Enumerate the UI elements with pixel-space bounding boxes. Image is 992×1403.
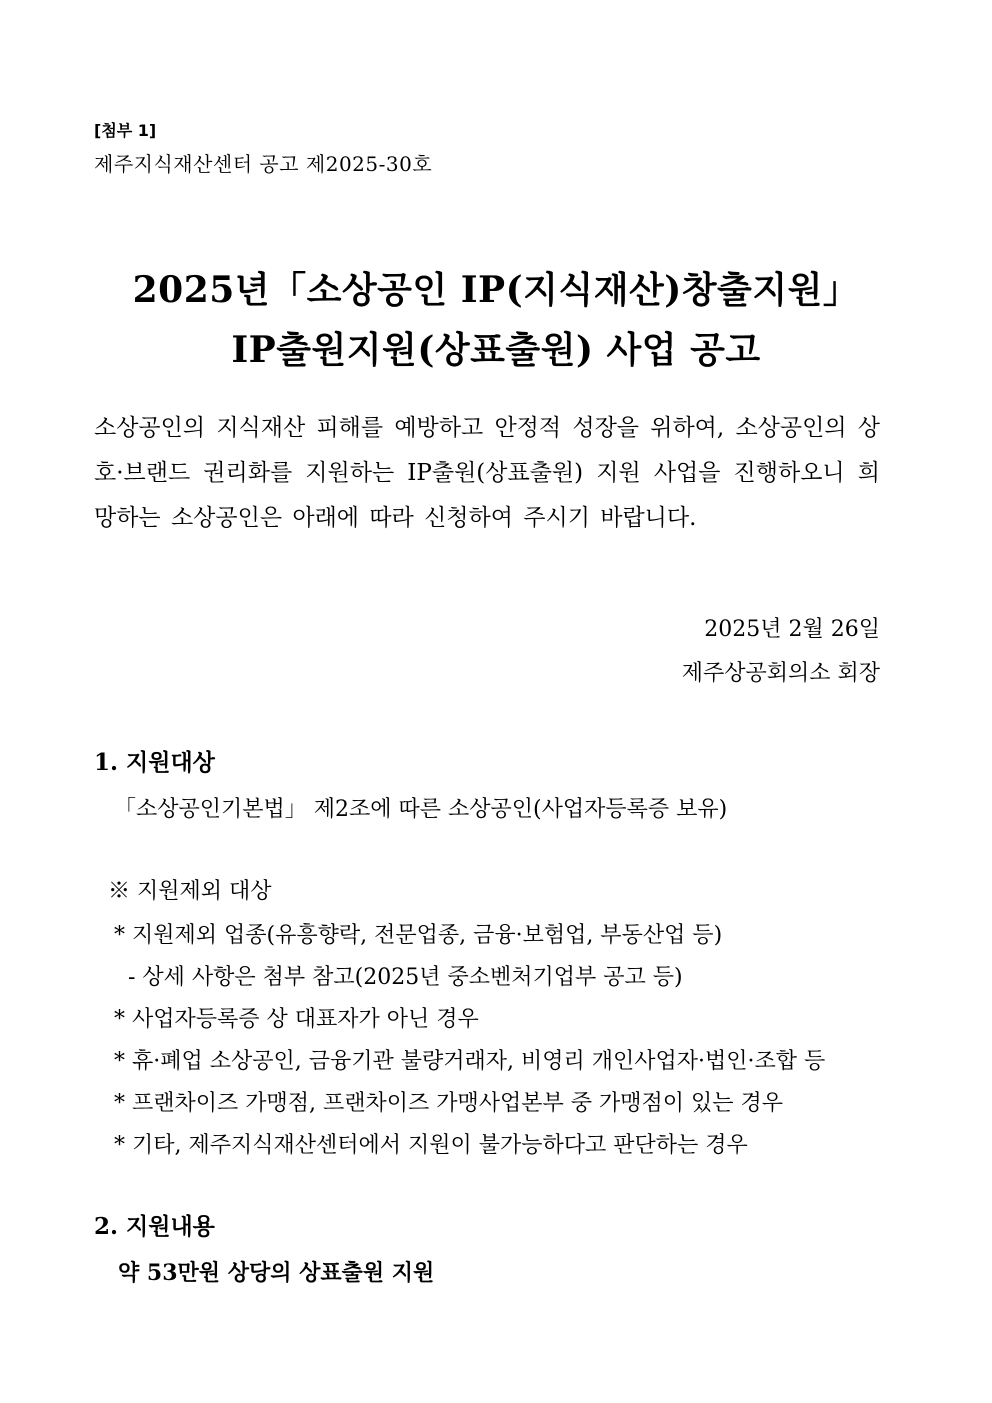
exclusion-item: * 사업자등록증 상 대표자가 아닌 경우 <box>114 1007 479 1032</box>
title-line-1: 2025년「소상공인 IP(지식재산)창출지원」 <box>132 269 860 311</box>
exclusion-item: * 기타, 제주지식재산센터에서 지원이 불가능하다고 판단하는 경우 <box>114 1133 748 1158</box>
exclusion-heading: ※ 지원제외 대상 <box>108 879 272 904</box>
attachment-label: [첨부 1] <box>94 121 157 140</box>
section-heading-eligibility: 1. 지원대상 <box>94 749 215 776</box>
announcement-date: 2025년 2월 26일 <box>704 617 880 642</box>
notice-number: 제주지식재산센터 공고 제2025-30호 <box>94 152 433 176</box>
intro-paragraph: 소상공인의 지식재산 피해를 예방하고 안정적 성장을 위하여, 소상공인의 상호·브랜드 권리화를 지원하는 IP출원(상표출원) 지원 사업을 진행하오니 희망하는 소상공인은 아래에 따라 신청하여 주시기 바랍니다. <box>94 415 880 531</box>
section-heading-support: 2. 지원내용 <box>94 1213 215 1240</box>
exclusion-subitem: - 상세 사항은 첨부 참고(2025년 중소벤처기업부 공고 등) <box>128 965 683 990</box>
title-line-2: IP출원지원(상표출원) 사업 공고 <box>231 329 761 371</box>
exclusion-item: * 지원제외 업종(유흥향락, 전문업종, 금융·보험업, 부동산업 등) <box>114 923 723 948</box>
eligibility-text: 「소상공인기본법」 제2조에 따른 소상공인(사업자등록증 보유) <box>114 797 728 822</box>
exclusion-item: * 휴·폐업 소상공인, 금융기관 불량거래자, 비영리 개인사업자·법인·조합 등 <box>114 1049 826 1074</box>
issuer: 제주상공회의소 회장 <box>681 661 880 686</box>
support-content: 약 53만원 상당의 상표출원 지원 <box>118 1260 435 1286</box>
exclusion-item: * 프랜차이즈 가맹점, 프랜차이즈 가맹사업본부 중 가맹점이 있는 경우 <box>114 1091 783 1116</box>
